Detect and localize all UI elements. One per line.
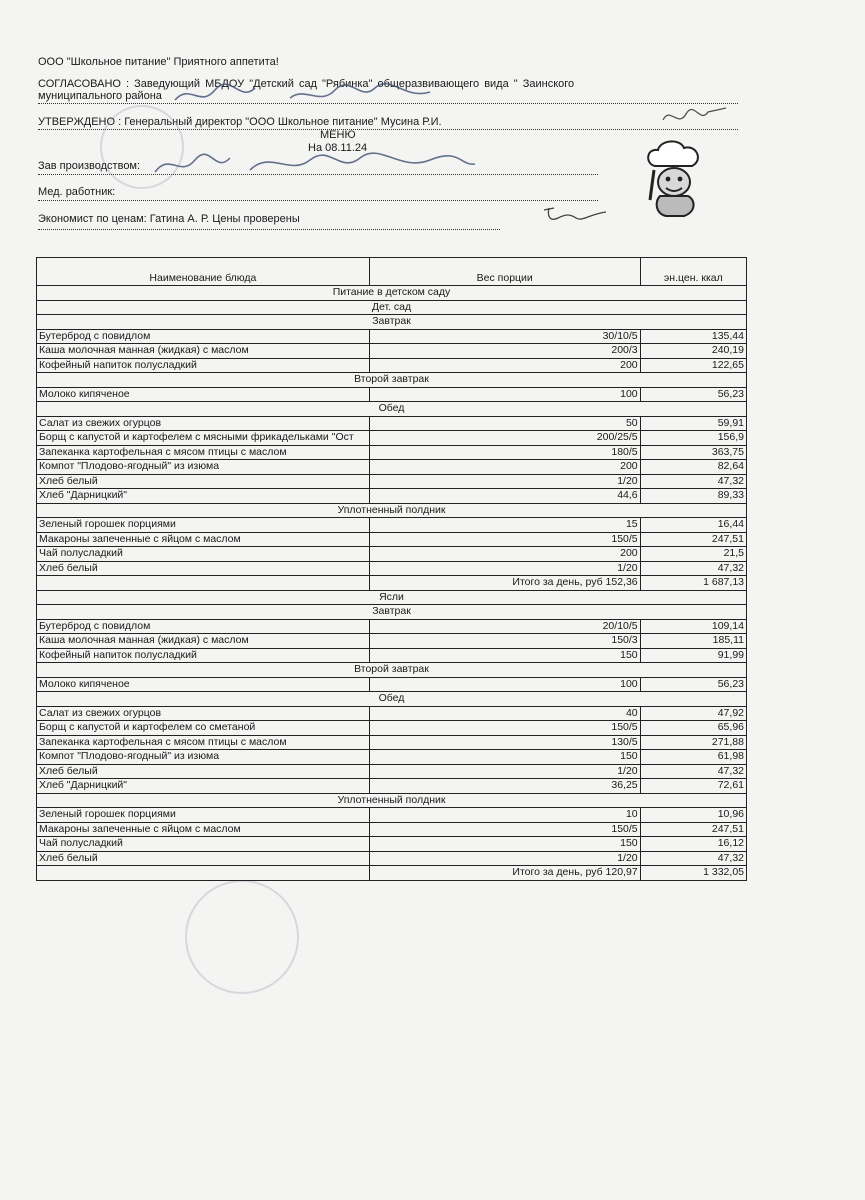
- dish-weight: 15: [369, 518, 640, 533]
- meal-title-row: [37, 692, 747, 707]
- dish-name: Чай полусладкий: [37, 547, 370, 562]
- table-row: [37, 532, 747, 547]
- group-title-row: [37, 286, 747, 301]
- section-title: Дет. сад: [37, 300, 747, 315]
- col-header-weight: Вес порции: [369, 258, 640, 286]
- dish-kcal: 271,88: [640, 735, 746, 750]
- meal-title-row: [37, 315, 747, 330]
- table-row: [37, 416, 747, 431]
- dish-name: Кофейный напиток полусладкий: [37, 358, 370, 373]
- meal-title: Обед: [37, 402, 747, 417]
- medical-label: Мед. работник:: [38, 186, 116, 198]
- agreed-line: СОГЛАСОВАНО : Заведующий МБДОУ "Детский сад "Рябинка" общеразвивающего вида " Заинского: [38, 78, 575, 90]
- dish-name: Хлеб "Дарницкий": [37, 779, 370, 794]
- dish-kcal: 21,5: [640, 547, 746, 562]
- dish-kcal: 109,14: [640, 619, 746, 634]
- dish-name: Макароны запеченные с яйцом с маслом: [37, 822, 370, 837]
- chef-logo-icon: [640, 140, 710, 218]
- meal-title: Завтрак: [37, 315, 747, 330]
- dish-weight: 100: [369, 387, 640, 402]
- dish-weight: 150: [369, 837, 640, 852]
- table-row: [37, 808, 747, 823]
- dish-name: Запеканка картофельная с мясом птицы с маслом: [37, 735, 370, 750]
- table-row: [37, 547, 747, 562]
- table-row: [37, 445, 747, 460]
- meal-title: Второй завтрак: [37, 663, 747, 678]
- total-row: [37, 576, 747, 591]
- table-header-row: [37, 258, 747, 286]
- total-label: Итого за день, руб 120,97: [369, 866, 640, 881]
- dish-kcal: 363,75: [640, 445, 746, 460]
- dish-kcal: 47,32: [640, 851, 746, 866]
- menu-table: [36, 257, 747, 881]
- dish-weight: 200/25/5: [369, 431, 640, 446]
- dish-kcal: 240,19: [640, 344, 746, 359]
- table-row: [37, 837, 747, 852]
- table-row: [37, 706, 747, 721]
- dish-name: Салат из свежих огурцов: [37, 706, 370, 721]
- dish-weight: 150: [369, 750, 640, 765]
- dish-name: Зеленый горошек порциями: [37, 518, 370, 533]
- dish-weight: 150/3: [369, 634, 640, 649]
- dish-weight: 200: [369, 460, 640, 475]
- dish-name: Бутерброд с повидлом: [37, 329, 370, 344]
- meal-title: Уплотненный полдник: [37, 793, 747, 808]
- table-row: [37, 721, 747, 736]
- menu-title: МЕНЮ: [320, 129, 356, 141]
- signature-agreed: [170, 78, 440, 110]
- dish-kcal: 72,61: [640, 779, 746, 794]
- dish-weight: 130/5: [369, 735, 640, 750]
- dish-name: Компот "Плодово-ягодный" из изюма: [37, 460, 370, 475]
- dish-kcal: 122,65: [640, 358, 746, 373]
- economist-dotted-line: [38, 229, 500, 230]
- dish-weight: 30/10/5: [369, 329, 640, 344]
- table-row: [37, 750, 747, 765]
- signature-production: [150, 146, 480, 182]
- col-header-kcal: эн.цен. ккал: [640, 258, 746, 286]
- dish-weight: 10: [369, 808, 640, 823]
- dish-name: Борщ с капустой и картофелем со сметаной: [37, 721, 370, 736]
- table-row: [37, 489, 747, 504]
- stamp-mark-lower: [185, 880, 299, 994]
- meal-title: Второй завтрак: [37, 373, 747, 388]
- dish-weight: 200/3: [369, 344, 640, 359]
- meal-title-row: [37, 402, 747, 417]
- dish-kcal: 65,96: [640, 721, 746, 736]
- dish-name: Чай полусладкий: [37, 837, 370, 852]
- dish-name: Хлеб "Дарницкий": [37, 489, 370, 504]
- dish-name: Молоко кипяченое: [37, 677, 370, 692]
- dish-weight: 50: [369, 416, 640, 431]
- dish-weight: 1/20: [369, 764, 640, 779]
- meal-title-row: [37, 373, 747, 388]
- meal-title-row: [37, 503, 747, 518]
- menu-date: На 08.11.24: [308, 142, 368, 154]
- table-row: [37, 822, 747, 837]
- table-row: [37, 431, 747, 446]
- meal-title: Завтрак: [37, 605, 747, 620]
- meal-title: Уплотненный полдник: [37, 503, 747, 518]
- table-row: [37, 329, 747, 344]
- section-title-row: [37, 300, 747, 315]
- table-row: [37, 619, 747, 634]
- dish-kcal: 185,11: [640, 634, 746, 649]
- dish-kcal: 91,99: [640, 648, 746, 663]
- table-row: [37, 851, 747, 866]
- stamp-mark: [100, 105, 184, 189]
- total-kcal: 1 332,05: [640, 866, 746, 881]
- production-head-label: Зав производством:: [38, 160, 141, 172]
- meal-title-row: [37, 605, 747, 620]
- table-row: [37, 764, 747, 779]
- meal-title-row: [37, 663, 747, 678]
- dish-weight: 200: [369, 358, 640, 373]
- col-header-name: Наименование блюда: [37, 258, 370, 286]
- dish-name: Хлеб белый: [37, 474, 370, 489]
- meal-title: Обед: [37, 692, 747, 707]
- dish-weight: 1/20: [369, 561, 640, 576]
- dish-kcal: 56,23: [640, 677, 746, 692]
- signature-economist: [540, 204, 610, 228]
- table-row: [37, 460, 747, 475]
- dish-weight: 100: [369, 677, 640, 692]
- dish-kcal: 61,98: [640, 750, 746, 765]
- table-row: [37, 358, 747, 373]
- dish-kcal: 47,32: [640, 764, 746, 779]
- dish-weight: 150/5: [369, 721, 640, 736]
- dish-weight: 150/5: [369, 532, 640, 547]
- dish-name: Хлеб белый: [37, 561, 370, 576]
- dish-kcal: 59,91: [640, 416, 746, 431]
- dish-name: Компот "Плодово-ягодный" из изюма: [37, 750, 370, 765]
- dish-kcal: 247,51: [640, 822, 746, 837]
- dish-weight: 36,25: [369, 779, 640, 794]
- dish-kcal: 56,23: [640, 387, 746, 402]
- table-row: [37, 735, 747, 750]
- dish-weight: 44,6: [369, 489, 640, 504]
- dish-kcal: 156,9: [640, 431, 746, 446]
- dish-weight: 1/20: [369, 851, 640, 866]
- medical-dotted-line: [38, 200, 598, 201]
- section-title-row: [37, 590, 747, 605]
- signature-approved: [660, 104, 730, 130]
- table-row: [37, 779, 747, 794]
- dish-kcal: 47,32: [640, 474, 746, 489]
- dish-name: Зеленый горошек порциями: [37, 808, 370, 823]
- table-row: [37, 387, 747, 402]
- dish-weight: 150/5: [369, 822, 640, 837]
- table-row: [37, 518, 747, 533]
- dish-weight: 40: [369, 706, 640, 721]
- dish-kcal: 16,44: [640, 518, 746, 533]
- dish-kcal: 10,96: [640, 808, 746, 823]
- dish-name: Каша молочная манная (жидкая) с маслом: [37, 634, 370, 649]
- dish-name: Молоко кипяченое: [37, 387, 370, 402]
- dish-kcal: 89,33: [640, 489, 746, 504]
- dish-kcal: 47,92: [640, 706, 746, 721]
- dish-weight: 200: [369, 547, 640, 562]
- total-blank-cell: [37, 866, 370, 881]
- table-row: [37, 648, 747, 663]
- table-row: [37, 474, 747, 489]
- section-title: Ясли: [37, 590, 747, 605]
- dish-kcal: 135,44: [640, 329, 746, 344]
- dish-name: Хлеб белый: [37, 851, 370, 866]
- total-label: Итого за день, руб 152,36: [369, 576, 640, 591]
- table-row: [37, 344, 747, 359]
- table-row: [37, 677, 747, 692]
- dish-name: Каша молочная манная (жидкая) с маслом: [37, 344, 370, 359]
- dish-kcal: 16,12: [640, 837, 746, 852]
- agreed-line-2: муниципального района: [38, 90, 162, 102]
- economist-line: Экономист по ценам: Гатина А. Р. Цены проверены: [38, 213, 300, 225]
- dish-name: Хлеб белый: [37, 764, 370, 779]
- total-blank-cell: [37, 576, 370, 591]
- dish-name: Бутерброд с повидлом: [37, 619, 370, 634]
- group-title: Питание в детском саду: [37, 286, 747, 301]
- dish-weight: 1/20: [369, 474, 640, 489]
- dish-name: Салат из свежих огурцов: [37, 416, 370, 431]
- dish-kcal: 247,51: [640, 532, 746, 547]
- table-row: [37, 561, 747, 576]
- meal-title-row: [37, 793, 747, 808]
- company-line: ООО "Школьное питание" Приятного аппетита!: [38, 56, 279, 68]
- dish-name: Кофейный напиток полусладкий: [37, 648, 370, 663]
- dish-kcal: 82,64: [640, 460, 746, 475]
- dish-name: Запеканка картофельная с мясом птицы с маслом: [37, 445, 370, 460]
- dish-name: Макароны запеченные с яйцом с маслом: [37, 532, 370, 547]
- approved-line: УТВЕРЖДЕНО : Генеральный директор "ООО Школьное питание" Мусина Р.И.: [38, 116, 442, 128]
- dish-name: Борщ с капустой и картофелем с мясными фрикадельками "Ост: [37, 431, 370, 446]
- total-row: [37, 866, 747, 881]
- dish-weight: 150: [369, 648, 640, 663]
- dish-kcal: 47,32: [640, 561, 746, 576]
- dish-weight: 20/10/5: [369, 619, 640, 634]
- dish-weight: 180/5: [369, 445, 640, 460]
- table-row: [37, 634, 747, 649]
- total-kcal: 1 687,13: [640, 576, 746, 591]
